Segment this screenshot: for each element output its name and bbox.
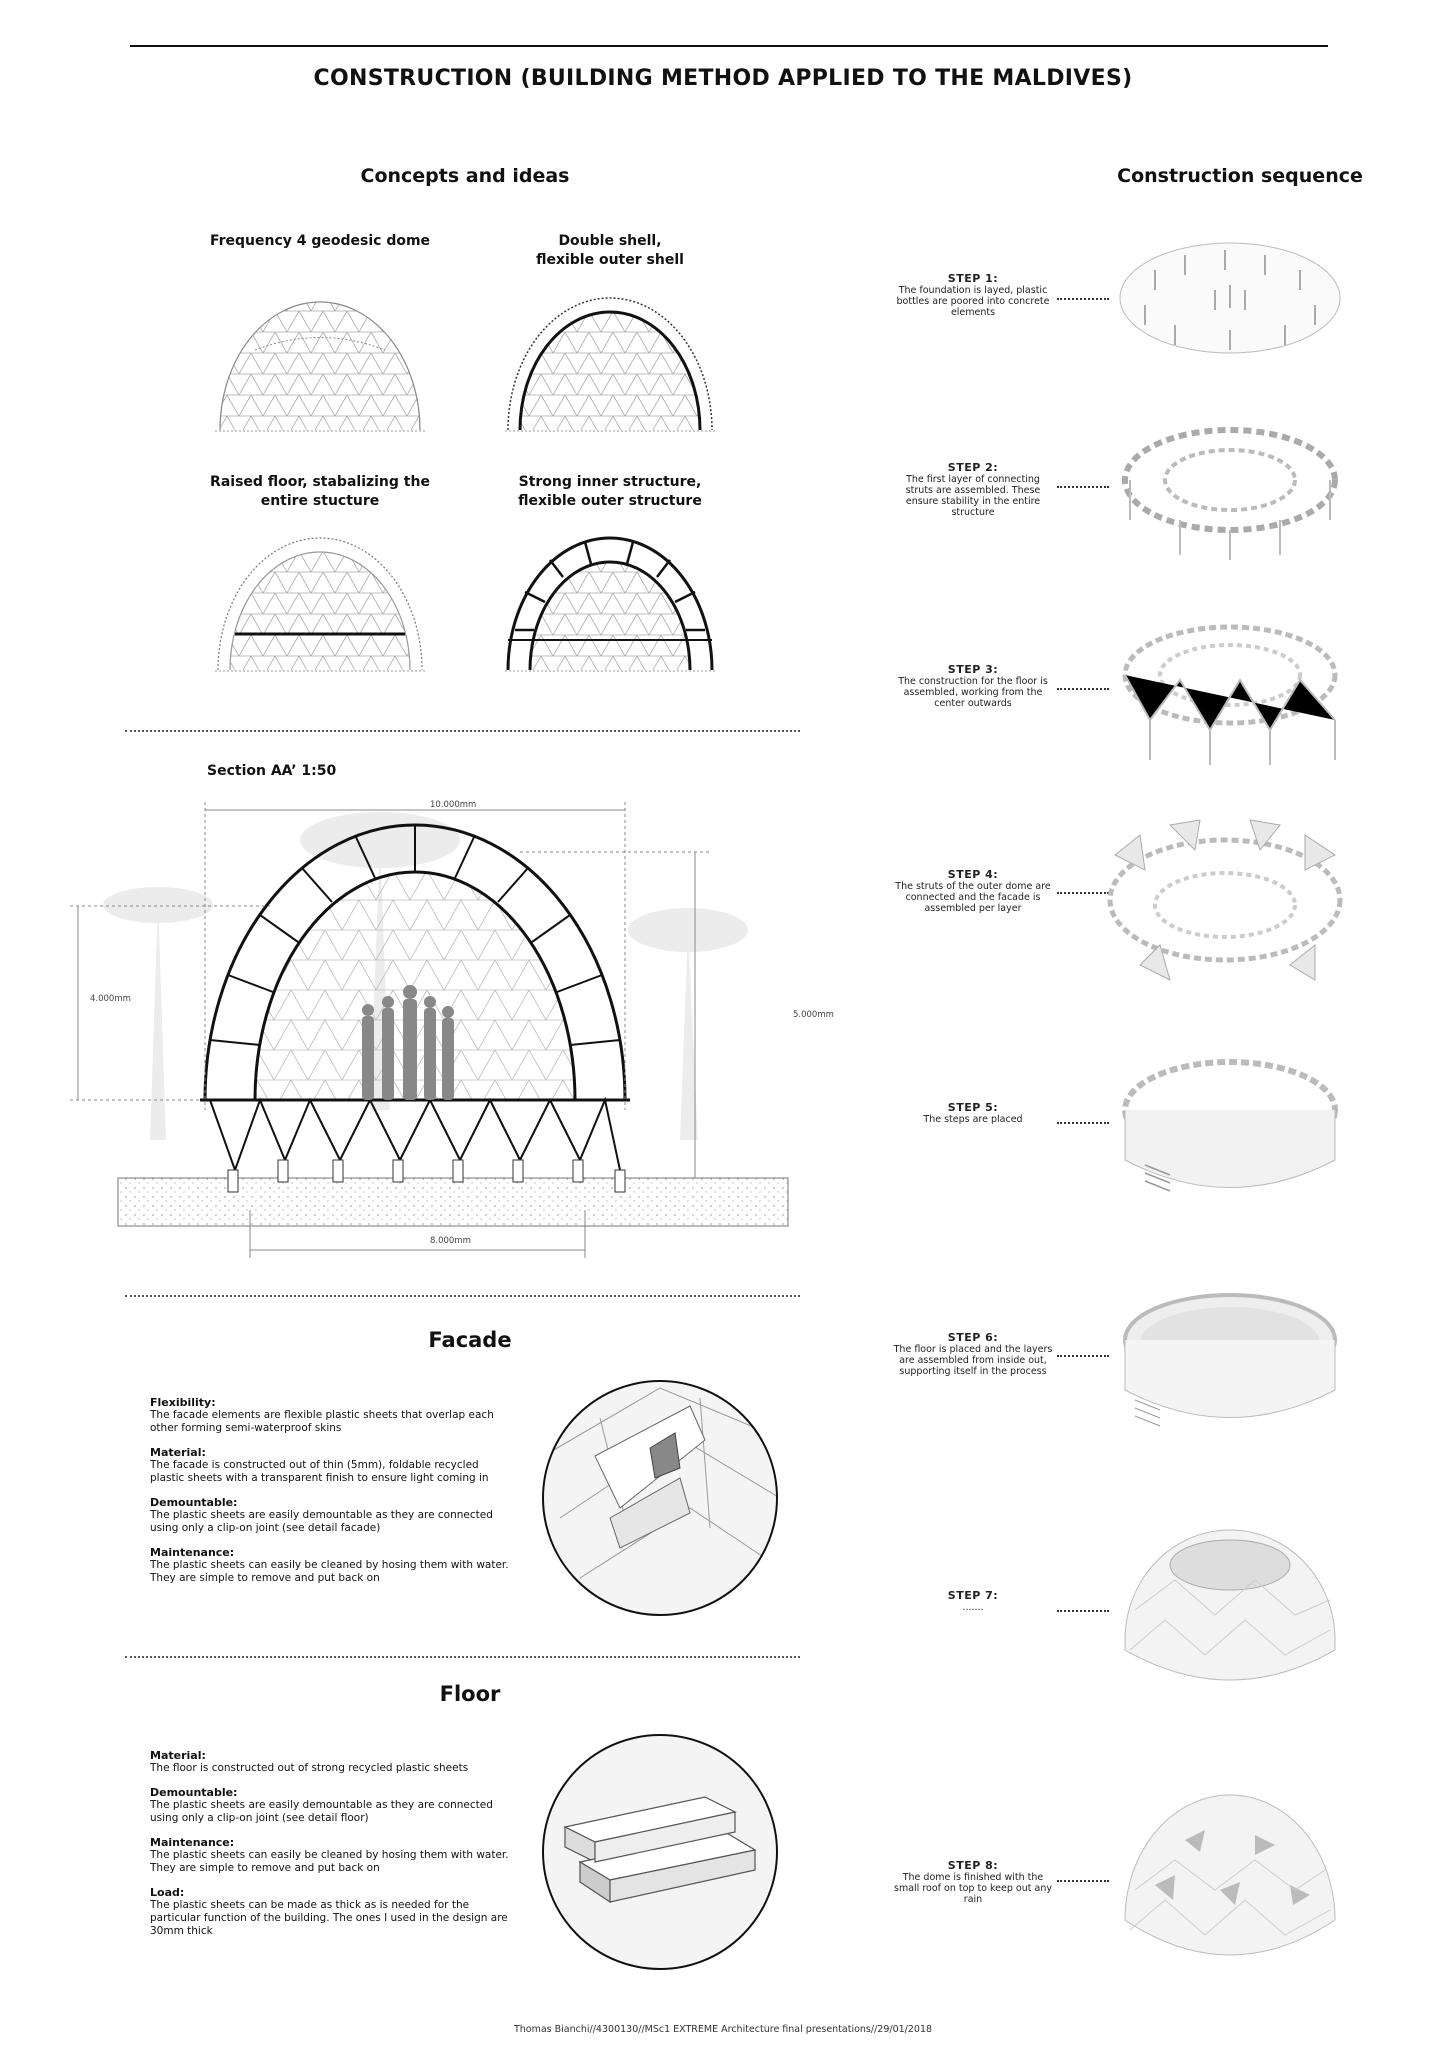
step-3-illustration [1120,620,1340,770]
step-8-desc: The dome is finished with the small roof on top to keep out any rain [894,1872,1052,1905]
concept-dome-3 [215,530,425,675]
step-6-desc: The floor is placed and the layers are assembled from inside out, supporting itself in the process [893,1344,1053,1377]
floor-detail-circle [540,1732,780,1972]
floor-p4-title: Load: [150,1886,185,1899]
step-7-illustration [1115,1520,1345,1710]
facade-text [150,1396,510,1596]
section-drawing [70,780,810,1260]
step-5-illustration [1115,1055,1345,1205]
step-1-desc: The foundation is layed, plastic bottles are poored into concrete elements [896,285,1050,318]
step-2-illustration [1120,420,1340,560]
step-4-text [893,869,1053,914]
step-1-text [893,273,1053,318]
concept-dome-2 [505,290,715,435]
page-title: CONSTRUCTION (BUILDING METHOD APPLIED TO THE MALDIVES) [313,66,1133,91]
step-4-label: STEP 4: [947,868,999,881]
step-1-label: STEP 1: [947,272,999,285]
top-rule [130,45,1328,47]
floor-text [150,1749,510,1949]
step-3-text [893,664,1053,709]
facade-p2-title: Material: [150,1446,206,1459]
step-7-label: STEP 7: [947,1589,999,1602]
section-title: Section AA’ 1:50 [207,763,337,779]
step-5-text [893,1102,1053,1125]
dim-width: 10.000mm [430,800,477,810]
step-8-text [893,1860,1053,1905]
floor-p1-title: Material: [150,1749,206,1762]
step-5-label: STEP 5: [947,1101,999,1114]
facade-p3-text: The plastic sheets are easily demountable as they are connected using only a clip-on joint (see detail facade) [150,1509,493,1534]
step-3-leader [1057,688,1109,690]
facade-p4-title: Maintenance: [150,1546,235,1559]
concept-label-1: Frequency 4 geodesic dome [209,233,431,249]
concept-label-3: Raised floor, stabalizing the entire stucture [210,474,430,509]
step-1-leader [1057,298,1109,300]
step-3-label: STEP 3: [947,663,999,676]
floor-p1-text: The floor is constructed out of strong recycled plastic sheets [150,1762,469,1774]
step-8-label: STEP 8: [947,1859,999,1872]
floor-p2-title: Demountable: [150,1786,238,1799]
step-7-text [893,1590,1053,1613]
floor-p3-text: The plastic sheets can easily be cleaned by hosing them with water. They are simple to remove and put back on [150,1849,509,1874]
dim-height-left: 4.000mm [90,994,131,1004]
facade-p2-text: The facade is constructed out of thin (5mm), foldable recycled plastic sheets with a transparent finish to ensure light coming in [150,1459,489,1484]
footer-credit: Thomas Bianchi//4300130//MSc1 EXTREME Architecture final presentations//29/01/2018 [513,2024,933,2035]
concept-label-4: Strong inner structure, flexible outer structure [518,474,702,509]
step-8-leader [1057,1880,1109,1882]
floor-p3-title: Maintenance: [150,1836,235,1849]
step-6-illustration [1115,1285,1345,1440]
floor-heading: Floor [439,1682,501,1706]
step-4-desc: The struts of the outer dome are connected and the facade is assembled per layer [895,881,1051,914]
divider-1 [125,730,800,732]
facade-p1-title: Flexibility: [150,1396,216,1409]
step-2-leader [1057,486,1109,488]
step-5-leader [1057,1122,1109,1124]
facade-heading: Facade [428,1328,512,1352]
step-6-text [893,1332,1053,1377]
step-3-desc: The construction for the floor is assembled, working from the center outwards [898,676,1048,709]
divider-2 [125,1295,800,1297]
step-8-illustration [1115,1790,1345,1990]
step-4-illustration [1100,815,1350,995]
floor-p4-text: The plastic sheets can be made as thick as is needed for the particular function of the building. The ones I used in the design are 30mm thick [150,1899,508,1937]
facade-p4-text: The plastic sheets can easily be cleaned by hosing them with water. They are simple to remove and put back on [150,1559,509,1584]
dim-height-right: 5.000mm [793,1010,834,1020]
concept-dome-4 [505,530,715,675]
facade-p3-title: Demountable: [150,1496,238,1509]
sequence-heading: Construction sequence [1117,165,1363,187]
concepts-heading: Concepts and ideas [360,165,570,187]
step-6-label: STEP 6: [947,1331,999,1344]
step-6-leader [1057,1355,1109,1357]
concept-label-2: Double shell, flexible outer shell [536,233,684,268]
step-7-desc: ....... [962,1602,984,1613]
concept-dome-1 [215,290,425,435]
step-1-illustration [1115,230,1345,360]
step-7-leader [1057,1610,1109,1612]
floor-p2-text: The plastic sheets are easily demountable as they are connected using only a clip-on joint (see detail floor) [150,1799,493,1824]
dim-base: 8.000mm [430,1236,471,1246]
facade-detail-circle [540,1378,780,1618]
step-2-desc: The first layer of connecting struts are assembled. These ensure stability in the entire structure [905,474,1041,518]
step-2-label: STEP 2: [947,461,999,474]
step-5-desc: The steps are placed [923,1114,1023,1125]
facade-p1-text: The facade elements are flexible plastic sheets that overlap each other forming semi-waterproof skins [150,1409,494,1434]
divider-3 [125,1656,800,1658]
step-2-text [893,462,1053,518]
